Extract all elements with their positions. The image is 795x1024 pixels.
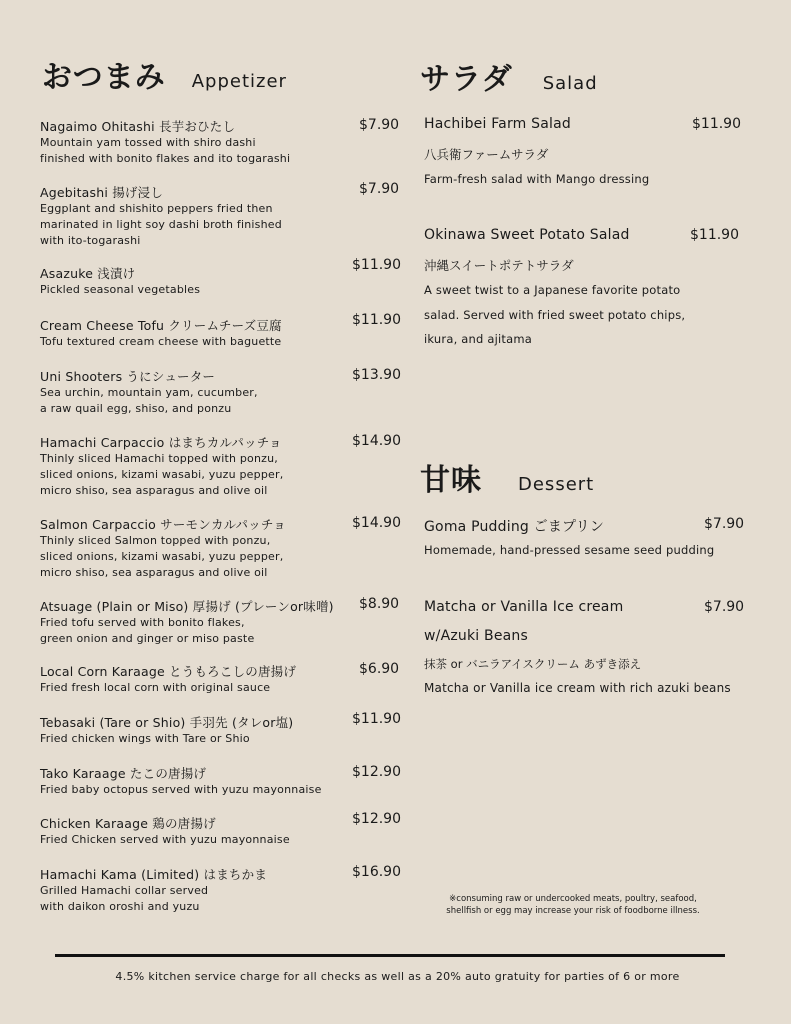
item-description: Pickled seasonal vegetables	[40, 283, 201, 296]
menu-item	[40, 865, 267, 915]
menu-item	[40, 713, 293, 747]
service-charge-footer: 4.5% kitchen service charge for all checks as well as a 20% auto gratuity for parties of 6 or more	[115, 970, 680, 983]
item-description: Thinly sliced Hamachi topped with ponzu, sliced onions, kizami wasabi, yuzu pepper, micro shiso, sea asparagus and olive oil	[40, 452, 284, 497]
item-description: Fried tofu served with bonito flakes, green onion and ginger or miso paste	[40, 616, 255, 645]
item-description: Grilled Hamachi collar served with daikon oroshi and yuzu	[40, 884, 209, 913]
item-price: $8.90	[359, 596, 400, 612]
item-name: Matcha or Vanilla Ice cream	[424, 599, 624, 615]
item-price: $7.90	[359, 181, 400, 197]
item-description: Mountain yam tossed with shiro dashi finished with bonito flakes and ito togarashi	[40, 136, 291, 165]
item-price: $12.90	[352, 764, 401, 780]
item-description: Homemade, hand-pressed sesame seed pudding	[424, 543, 715, 557]
item-description: Matcha or Vanilla ice cream with rich azuki beans	[424, 681, 731, 695]
appetizer-title-en: Appetizer	[191, 71, 287, 92]
item-price: $14.90	[352, 515, 401, 531]
dessert-heading	[420, 455, 594, 499]
item-price: $7.90	[359, 117, 400, 133]
item-description: Fried chicken wings with Tare or Shio	[40, 732, 250, 745]
item-price: $12.90	[352, 811, 401, 827]
item-price: $14.90	[352, 433, 401, 449]
item-price: $6.90	[359, 661, 400, 677]
item-name: Agebitashi 揚げ浸し	[40, 185, 164, 200]
item-price: $11.90	[690, 227, 739, 243]
item-price: $16.90	[352, 864, 401, 880]
food-safety-notice: ※consuming raw or undercooked meats, poultry, seafood, shellfish or egg may increase your risk of foodborne illness.	[446, 894, 700, 916]
item-name: Asazuke 浅漬け	[40, 266, 136, 281]
item-name: Uni Shooters うにシューター	[40, 369, 216, 384]
item-description: A sweet twist to a Japanese favorite potato	[424, 283, 681, 297]
item-name-jp: 沖縄スイートポテトサラダ	[424, 258, 574, 273]
item-name-jp: 抹茶 or バニラアイスクリーム あずき添え	[424, 657, 642, 671]
item-price: $7.90	[704, 599, 745, 615]
menu-item	[40, 316, 282, 350]
item-name: Local Corn Karaage とうもろこしの唐揚げ	[40, 664, 297, 679]
item-description: Tofu textured cream cheese with baguette	[40, 335, 282, 348]
menu-item	[40, 433, 283, 499]
item-name-jp: 八兵衛ファームサラダ	[424, 147, 549, 162]
item-price: $13.90	[352, 367, 401, 383]
item-name: Cream Cheese Tofu クリームチーズ豆腐	[40, 318, 282, 333]
item-description: Fried baby octopus served with yuzu mayonnaise	[40, 783, 322, 796]
menu-item	[40, 117, 290, 167]
footer-divider	[55, 954, 725, 957]
menu-item	[40, 367, 258, 417]
dessert-title-en: Dessert	[518, 474, 595, 495]
item-name: Hamachi Kama (Limited) はまちかま	[40, 867, 268, 882]
menu-item	[40, 597, 334, 647]
page-edge	[791, 0, 795, 1024]
item-description: Farm-fresh salad with Mango dressing	[424, 172, 650, 186]
item-description: Fried fresh local corn with original sauce	[40, 681, 271, 694]
item-price: $7.90	[704, 516, 745, 532]
item-description: Eggplant and shishito peppers fried then marinated in light soy dashi broth finished with ito-togarashi	[40, 202, 282, 247]
appetizer-heading	[42, 52, 287, 96]
menu-item	[40, 264, 200, 298]
item-name: Tebasaki (Tare or Shio) 手羽先 (タレor塩)	[40, 715, 294, 730]
item-name: Chicken Karaage 鶏の唐揚げ	[40, 816, 216, 831]
salad-title-jp: サラダ	[420, 62, 513, 97]
item-name: Atsuage (Plain or Miso) 厚揚げ (プレーンor味噌)	[40, 599, 334, 614]
appetizer-title-jp: おつまみ	[42, 60, 166, 95]
item-description: Sea urchin, mountain yam, cucumber, a raw quail egg, shiso, and ponzu	[40, 386, 258, 415]
menu-item	[40, 814, 290, 848]
item-name: Hamachi Carpaccio はまちカルパッチョ	[40, 435, 282, 450]
menu-item	[40, 183, 282, 249]
item-name: Goma Pudding ごまプリン	[424, 519, 605, 535]
dessert-title-jp: 甘味	[420, 463, 482, 498]
item-price: $11.90	[352, 312, 401, 328]
item-description: Fried Chicken served with yuzu mayonnaise	[40, 833, 290, 846]
item-description: salad. Served with fried sweet potato chips,	[424, 308, 686, 322]
item-description: ikura, and ajitama	[424, 332, 533, 346]
item-price: $11.90	[352, 257, 401, 273]
item-name: Okinawa Sweet Potato Salad	[424, 227, 630, 243]
item-name: Salmon Carpaccio サーモンカルパッチョ	[40, 517, 286, 532]
menu-item	[40, 515, 286, 581]
menu-item	[40, 764, 322, 798]
item-name: Tako Karaage たこの唐揚げ	[40, 766, 207, 781]
salad-heading	[420, 54, 598, 98]
item-price: $11.90	[352, 711, 401, 727]
item-name: Nagaimo Ohitashi 長芋おひたし	[40, 119, 236, 134]
item-price: $11.90	[692, 116, 741, 132]
menu-item	[40, 662, 296, 696]
salad-title-en: Salad	[542, 73, 598, 94]
item-name-line2: w/Azuki Beans	[424, 628, 528, 644]
item-description: Thinly sliced Salmon topped with ponzu, sliced onions, kizami wasabi, yuzu pepper, micro shiso, sea asparagus and olive oil	[40, 534, 284, 579]
item-name: Hachibei Farm Salad	[424, 116, 571, 132]
